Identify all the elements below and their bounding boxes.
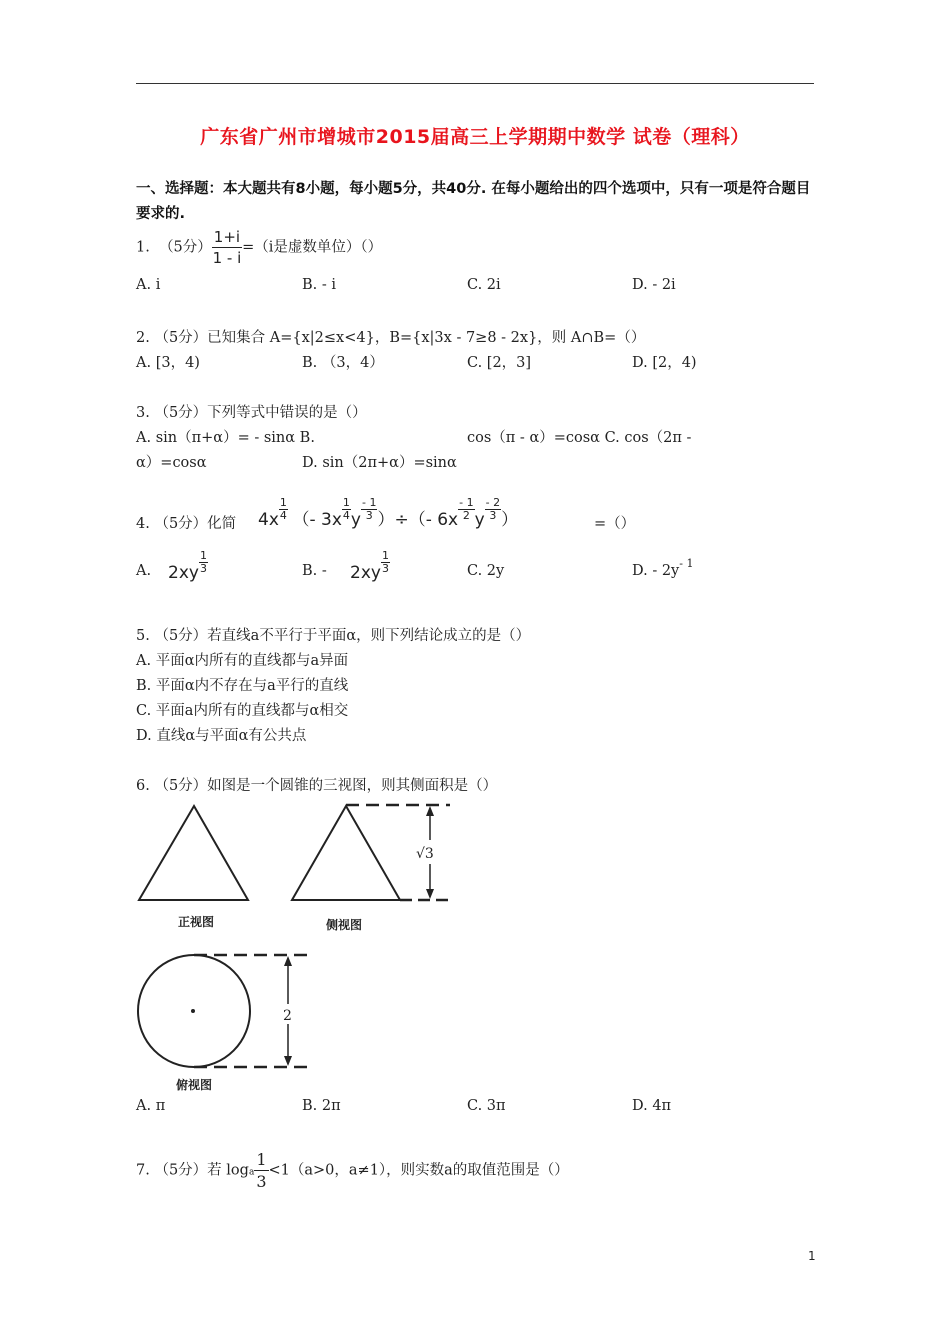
q4-option-c[interactable]: C. 2y (467, 563, 505, 579)
q4-option-a-value: 2xy $\frac{1}{3}$ (168, 549, 207, 583)
q6-option-d[interactable]: D. 4π (632, 1098, 672, 1114)
front-view-caption: 正视图 (178, 915, 215, 929)
q6-option-b[interactable]: B. 2π (302, 1098, 341, 1114)
q6-option-c[interactable]: C. 3π (467, 1098, 506, 1114)
question-3: 3. （5分）下列等式中错误的是（） (136, 405, 367, 421)
page-number: 1 (808, 1249, 816, 1263)
q5-option-d[interactable]: D. 直线α与平面α有公共点 (136, 728, 307, 744)
q4-option-b-value: 2xy $\frac{1}{3}$ (350, 549, 389, 583)
q4-option-b[interactable]: B. - (302, 563, 327, 579)
question-6: 6. （5分）如图是一个圆锥的三视图，则其侧面积是（） (136, 778, 498, 794)
q5-option-c[interactable]: C. 平面a内所有的直线都与α相交 (136, 703, 349, 719)
question-5: 5. （5分）若直线a不平行于平面α，则下列结论成立的是（） (136, 628, 531, 644)
q2-option-d[interactable]: D. [2，4) (632, 355, 697, 371)
question-4: 4. （5分）化简 (136, 516, 237, 532)
q2-option-b[interactable]: B. （3，4） (302, 355, 384, 371)
top-view-caption: 俯视图 (176, 1078, 213, 1092)
q4-option-d[interactable]: D. - $2y^{- 1}$ (632, 557, 694, 579)
q1-fraction: $\frac{1+i}{1 - i}$ (212, 228, 242, 267)
question-1: 1. （5分） $\frac{1+i}{1 - i}$ =（i是虚数单位）（） (136, 228, 383, 267)
q4-equals: =（） (594, 516, 636, 532)
q2-option-c[interactable]: C. [2，3] (467, 355, 532, 371)
q4-option-a[interactable]: A. (136, 563, 152, 579)
diameter-label: 2 (283, 1008, 292, 1024)
question-7: 7. （5分）若 loga $\frac{1}{3}$ <1（a>0，a≠1），则实数a的取值范围是（） (136, 1150, 569, 1191)
height-arrow-top (426, 806, 434, 816)
q3-options-line1-right[interactable]: cos（π - α）=cosα C. cos（2π - (467, 430, 692, 446)
height-arrow-bottom (426, 889, 434, 899)
page-title: 广东省广州市增城市2015届高三上学期期中数学 试卷（理科） (200, 126, 750, 148)
center-dot (191, 1009, 195, 1013)
q5-option-b[interactable]: B. 平面α内不存在与a平行的直线 (136, 678, 349, 694)
q4-expression: 4x $\frac{1}{4}$ （- 3x $\frac{1}{4}$ y $\frac{- 1}{3}$ ）÷（- 6x $\frac{- 1}{2}$ y $\frac{- 2}{3}$ ） (258, 496, 519, 530)
question-2: 2. （5分）已知集合 A={x|2≤x<4}，B={x|3x - 7≥8 - 2x}，则 A∩B=（） (136, 330, 646, 346)
q1-option-b[interactable]: B. - i (302, 277, 337, 293)
diameter-arrow-bottom (284, 1056, 292, 1066)
height-label: √3 (416, 846, 434, 862)
side-view-triangle (292, 806, 400, 900)
q6-option-a[interactable]: A. π (136, 1098, 166, 1114)
diameter-arrow-top (284, 956, 292, 966)
q3-options-line1-left[interactable]: A. sin（π+α）= - sinα B. (136, 430, 315, 446)
q1-option-a[interactable]: A. i (136, 277, 161, 293)
q1-option-c[interactable]: C. 2i (467, 277, 501, 293)
section-heading: 一、选择题：本大题共有8小题，每小题5分，共40分. 在每小题给出的四个选项中，只有一项是符合题目要求的. (136, 181, 811, 222)
side-view-caption: 侧视图 (326, 918, 363, 932)
q3-options-line2-left[interactable]: α）=cosα (136, 455, 207, 471)
q2-option-a[interactable]: A. [3，4) (136, 355, 200, 371)
q1-option-d[interactable]: D. - 2i (632, 277, 676, 293)
front-view-triangle (139, 806, 248, 900)
q3-option-d[interactable]: D. sin（2π+α）=sinα (302, 455, 457, 471)
q5-option-a[interactable]: A. 平面α内所有的直线都与a异面 (136, 653, 349, 669)
